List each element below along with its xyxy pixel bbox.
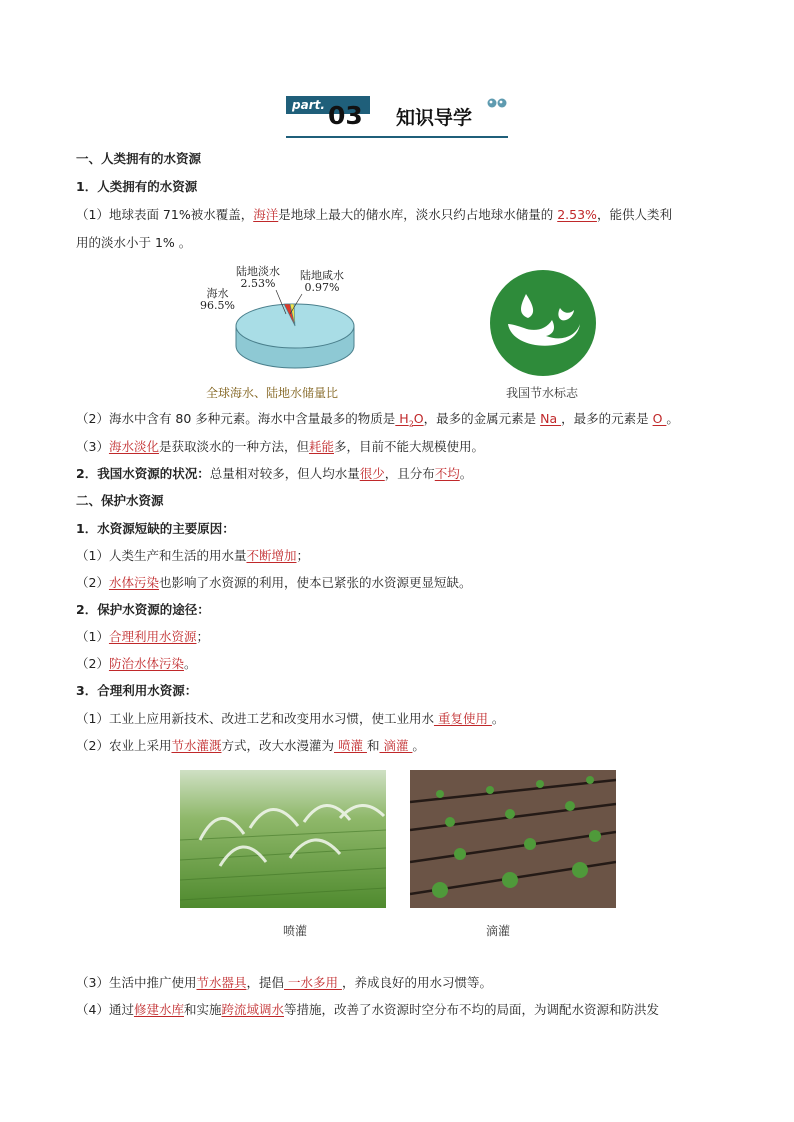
paragraph-4: 2．我国水资源的状况：总量相对较多，但人均水量很少，且分布不均。 [76, 466, 473, 481]
logo-caption: 我国节水标志 [506, 386, 579, 400]
part-number: 03 [328, 101, 363, 130]
use-4: （4）通过修建水库和实施跨流域调水等措施，改善了水资源时空分布不均的局面，为调配水资源和防洪发 [76, 1002, 660, 1017]
answer: 海洋 [253, 207, 279, 222]
sprinkler-irrigation-photo [180, 770, 386, 908]
paragraph-2: （2）海水中含有 80 多种元素。海水中含量最多的物质是 $H_2O$，最多的金属元素是 Na ，最多的元素是 O 。 [76, 411, 679, 429]
water-saving-logo-icon [490, 270, 596, 376]
paragraph-3: （3）海水淡化是获取淡水的一种方法，但耗能多，目前不能大规模使用。 [76, 439, 485, 454]
answer: 合理利用水资源 [108, 629, 197, 644]
answer: 很少 [359, 466, 385, 481]
answer: 修建水库 [133, 1002, 184, 1017]
use-3: （3）生活中推广使用节水器具，提倡 一水多用 ，养成良好的用水习惯等。 [76, 975, 492, 990]
water-drops-icon [486, 95, 510, 109]
reason-2: （2）水体污染也影响了水资源的利用，使本已紧张的水资源更显短缺。 [76, 575, 472, 590]
answer: 海水淡化 [108, 439, 159, 454]
answer: 水体污染 [108, 575, 159, 590]
subheading-2-1: 1．水资源短缺的主要原因： [76, 521, 235, 536]
way-2: （2）防治水体污染。 [76, 656, 197, 671]
part-label: part. [292, 98, 325, 112]
answer: 喷灌 [334, 738, 367, 753]
answer: 节水灌溉 [171, 738, 222, 753]
answer: Na [540, 411, 562, 426]
answer: 滴灌 [379, 738, 413, 753]
photo-caption-sprinkler: 喷灌 [283, 924, 308, 938]
use-1: （1）工业上应用新技术、改进工艺和改变用水习惯，使工业用水 重复使用 。 [76, 711, 505, 726]
answer: 耗能 [308, 439, 334, 454]
pie-label-salt: 陆地咸水 0.97% [300, 269, 344, 294]
pie-label-fresh: 陆地淡水 2.53% [236, 265, 280, 290]
photo-caption-drip: 滴灌 [486, 924, 511, 938]
subheading-1-1: 1．人类拥有的水资源 [76, 179, 198, 194]
answer: 跨流域调水 [221, 1002, 284, 1017]
answer: $H_2O$ [395, 411, 424, 429]
drip-irrigation-photo [410, 770, 616, 908]
header-rule [286, 136, 508, 138]
section-heading-1: 一、人类拥有的水资源 [76, 151, 202, 166]
answer: 2.53% [557, 207, 597, 222]
pie-caption: 全球海水、陆地水储量比 [206, 386, 339, 400]
pie-label-sea: 海水 96.5% [200, 287, 235, 312]
page-title: 知识导学 [396, 107, 473, 129]
answer: O [652, 411, 667, 426]
pie-label-leaders [274, 290, 304, 316]
way-1: （1）合理利用水资源； [76, 629, 209, 644]
subheading-2-2: 2．保护水资源的途径： [76, 602, 210, 617]
answer: 防治水体污染 [108, 656, 184, 671]
answer: 重复使用 [433, 711, 492, 726]
answer: 不断增加 [246, 548, 297, 563]
answer: 节水器具 [196, 975, 247, 990]
use-2: （2）农业上采用节水灌溉方式，改大水漫灌为 喷灌 和 滴灌 。 [76, 738, 425, 753]
subheading-2-3: 3．合理利用水资源： [76, 683, 198, 698]
answer: 一水多用 [284, 975, 342, 990]
section-heading-2: 二、保护水资源 [76, 493, 164, 508]
paragraph-1: （1）地球表面 71%被水覆盖，海洋是地球上最大的储水库，淡水只约占地球水储量的 2.53%，能供人类利 [76, 207, 672, 222]
paragraph-1-cont: 用的淡水小于 1% 。 [76, 235, 192, 250]
answer: 不均 [434, 466, 460, 481]
reason-1: （1）人类生产和生活的用水量不断增加； [76, 548, 309, 563]
